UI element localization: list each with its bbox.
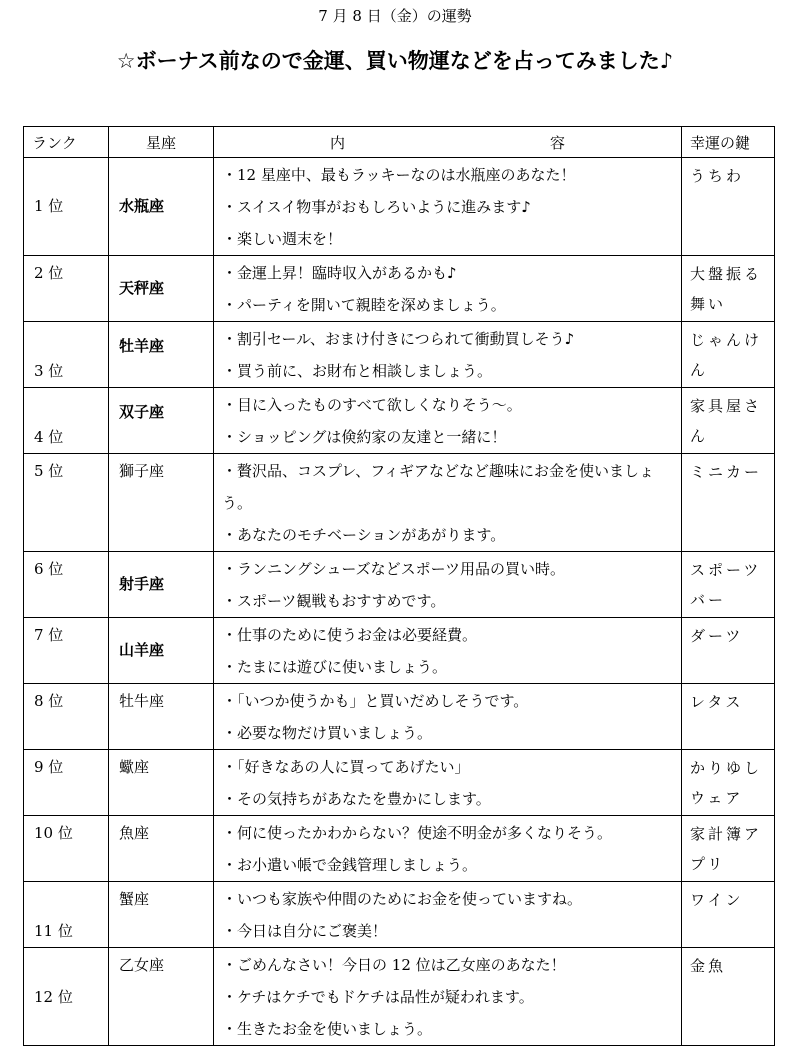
- rank-cell: [24, 684, 109, 750]
- lucky-key-text: じゃんけん: [690, 331, 763, 379]
- column-header-sign: 星座: [109, 127, 214, 158]
- content-line: ・お小遣い帳で金銭管理しましょう。: [222, 856, 478, 874]
- sign-text: 双子座: [119, 402, 165, 421]
- content-line: ・「好きなあの人に買ってあげたい」: [222, 758, 470, 776]
- sign-text: 山羊座: [119, 641, 165, 659]
- lucky-key-cell: [682, 750, 775, 816]
- content-line: ・ランニングシューズなどスポーツ用品の買い時。: [222, 560, 566, 578]
- content-cell: [214, 256, 682, 322]
- column-header-rank: ランク: [24, 127, 109, 158]
- lucky-key-text: 家計簿アプリ: [690, 825, 763, 873]
- lucky-key-cell: [682, 388, 775, 454]
- content-line: ・その気持ちがあなたを豊かにします。: [222, 790, 491, 808]
- rank-text: 7 位: [34, 626, 64, 644]
- content-cell: [214, 882, 682, 948]
- sign-cell: [109, 618, 214, 684]
- lucky-key-cell: [682, 948, 775, 1046]
- rank-cell: [24, 388, 109, 454]
- content-line: ・「いつか使うかも」と買いだめしそうです。: [222, 692, 529, 710]
- rank-cell: [24, 256, 109, 322]
- sign-text: 乙女座: [119, 956, 165, 974]
- table-row: [24, 882, 775, 948]
- sign-text: 天秤座: [119, 278, 165, 297]
- content-line: ・金運上昇！臨時収入があるかも♪: [222, 264, 457, 282]
- rank-text: 9 位: [34, 758, 64, 776]
- sign-text: 牡牛座: [119, 692, 165, 710]
- content-line: ・今日は自分にご褒美！: [222, 922, 388, 940]
- sign-text: 水瓶座: [119, 197, 165, 215]
- sign-text: 蠍座: [119, 758, 150, 776]
- table-row: [24, 618, 775, 684]
- table-row: [24, 256, 775, 322]
- rank-text: 5 位: [34, 462, 64, 480]
- rank-cell: [24, 158, 109, 256]
- content-cell: [214, 552, 682, 618]
- table-row: [24, 816, 775, 882]
- sign-text: 射手座: [119, 574, 165, 593]
- rank-cell: [24, 618, 109, 684]
- rank-cell: [24, 882, 109, 948]
- content-line: ・ごめんなさい！今日の 12 位は乙女座のあなた！: [222, 956, 566, 974]
- sign-text: 魚座: [119, 824, 150, 842]
- table-row: [24, 750, 775, 816]
- content-line: ・必要な物だけ買いましょう。: [222, 724, 433, 742]
- lucky-key-text: ダーツ: [690, 627, 744, 645]
- sign-text: 牡羊座: [119, 336, 165, 355]
- content-cell: [214, 948, 682, 1046]
- lucky-key-text: 大盤振る舞い: [690, 265, 763, 313]
- lucky-key-text: 家具屋さん: [690, 397, 763, 445]
- table-row: [24, 684, 775, 750]
- column-header-lucky-key: 幸運の鍵: [682, 127, 775, 158]
- lucky-key-cell: [682, 256, 775, 322]
- lucky-key-cell: [682, 552, 775, 618]
- content-line: ・楽しい週末を！: [222, 230, 343, 248]
- sign-cell: [109, 882, 214, 948]
- sign-cell: [109, 454, 214, 552]
- lucky-key-text: ワイン: [690, 891, 744, 909]
- rank-text: 6 位: [34, 560, 64, 578]
- rank-text: 1 位: [34, 197, 64, 215]
- lucky-key-cell: [682, 454, 775, 552]
- rank-text: 8 位: [34, 692, 64, 710]
- column-header-content: 内 容: [214, 127, 682, 158]
- sign-cell: [109, 816, 214, 882]
- sign-cell: [109, 948, 214, 1046]
- rank-cell: [24, 750, 109, 816]
- lucky-key-cell: [682, 322, 775, 388]
- rank-cell: [24, 552, 109, 618]
- rank-cell: [24, 322, 109, 388]
- content-line: ・目に入ったものすべて欲しくなりそう～。: [222, 396, 522, 414]
- rank-text: 10 位: [34, 824, 73, 842]
- table-row: [24, 158, 775, 256]
- content-line: ・たまには遊びに使いましょう。: [222, 658, 448, 676]
- content-line: ・生きたお金を使いましょう。: [222, 1020, 433, 1038]
- content-line: ・ショッピングは倹約家の友達と一緒に！: [222, 428, 507, 446]
- content-cell: [214, 158, 682, 256]
- table-row: [24, 948, 775, 1046]
- sign-cell: [109, 158, 214, 256]
- rank-text: 4 位: [34, 428, 64, 446]
- sign-cell: [109, 388, 214, 454]
- rank-cell: [24, 948, 109, 1046]
- sign-cell: [109, 322, 214, 388]
- table-row: [24, 552, 775, 618]
- rank-text: 12 位: [34, 988, 73, 1006]
- rank-text: 3 位: [34, 362, 64, 380]
- lucky-key-text: かりゆしウェア: [690, 759, 763, 807]
- table-header-row: [24, 127, 775, 158]
- lucky-key-text: うちわ: [690, 167, 745, 185]
- lucky-key-cell: [682, 618, 775, 684]
- content-line: ・いつも家族や仲間のためにお金を使っていますね。: [222, 890, 583, 908]
- content-line: ・スイスイ物事がおもしろいように進みます♪: [222, 198, 531, 216]
- lucky-key-text: スポーツバー: [690, 561, 762, 609]
- content-cell: [214, 816, 682, 882]
- content-cell: [214, 684, 682, 750]
- content-line: ・買う前に、お財布と相談しましょう。: [222, 362, 493, 380]
- table-row: [24, 454, 775, 552]
- lucky-key-text: レタス: [690, 693, 744, 711]
- content-line: ・仕事のために使うお金は必要経費。: [222, 626, 478, 644]
- lucky-key-text: 金魚: [690, 957, 727, 975]
- sign-cell: [109, 552, 214, 618]
- lucky-key-cell: [682, 816, 775, 882]
- table-row: [24, 322, 775, 388]
- content-line: ・あなたのモチベーションがあがります。: [222, 526, 506, 544]
- sign-cell: [109, 750, 214, 816]
- content-cell: [214, 750, 682, 816]
- content-line: ・スポーツ観戦もおすすめです。: [222, 592, 446, 610]
- lucky-key-cell: [682, 158, 775, 256]
- content-line: ・何に使ったかわからない？使途不明金が多くなりそう。: [222, 824, 613, 842]
- rank-cell: [24, 816, 109, 882]
- content-cell: [214, 322, 682, 388]
- content-cell: [214, 454, 682, 552]
- lucky-key-text: ミニカー: [690, 463, 763, 481]
- page-title: ☆ボーナス前なので金運、買い物運などを占ってみました♪: [116, 49, 674, 73]
- fortune-table: [23, 126, 775, 1046]
- sign-cell: [109, 256, 214, 322]
- sign-cell: [109, 684, 214, 750]
- sign-text: 獅子座: [119, 462, 165, 480]
- content-cell: [214, 388, 682, 454]
- table-row: [24, 388, 775, 454]
- date-heading: 7 月 8 日（金）の運勢: [318, 7, 472, 25]
- content-line: ・パーティを開いて親睦を深めましょう。: [222, 296, 506, 314]
- rank-text: 2 位: [34, 264, 64, 282]
- content-line: ・贅沢品、コスプレ、フィギアなどなど趣味にお金を使いましょう。: [222, 462, 655, 512]
- rank-text: 11 位: [34, 922, 73, 940]
- content-cell: [214, 618, 682, 684]
- content-line: ・ケチはケチでもドケチは品性が疑われます。: [222, 988, 534, 1006]
- sign-text: 蟹座: [119, 890, 150, 908]
- lucky-key-cell: [682, 684, 775, 750]
- content-line: ・12 星座中、最もラッキーなのは水瓶座のあなた！: [222, 166, 576, 184]
- content-line: ・割引セール、おまけ付きにつられて衝動買しそう♪: [222, 330, 575, 348]
- lucky-key-cell: [682, 882, 775, 948]
- rank-cell: [24, 454, 109, 552]
